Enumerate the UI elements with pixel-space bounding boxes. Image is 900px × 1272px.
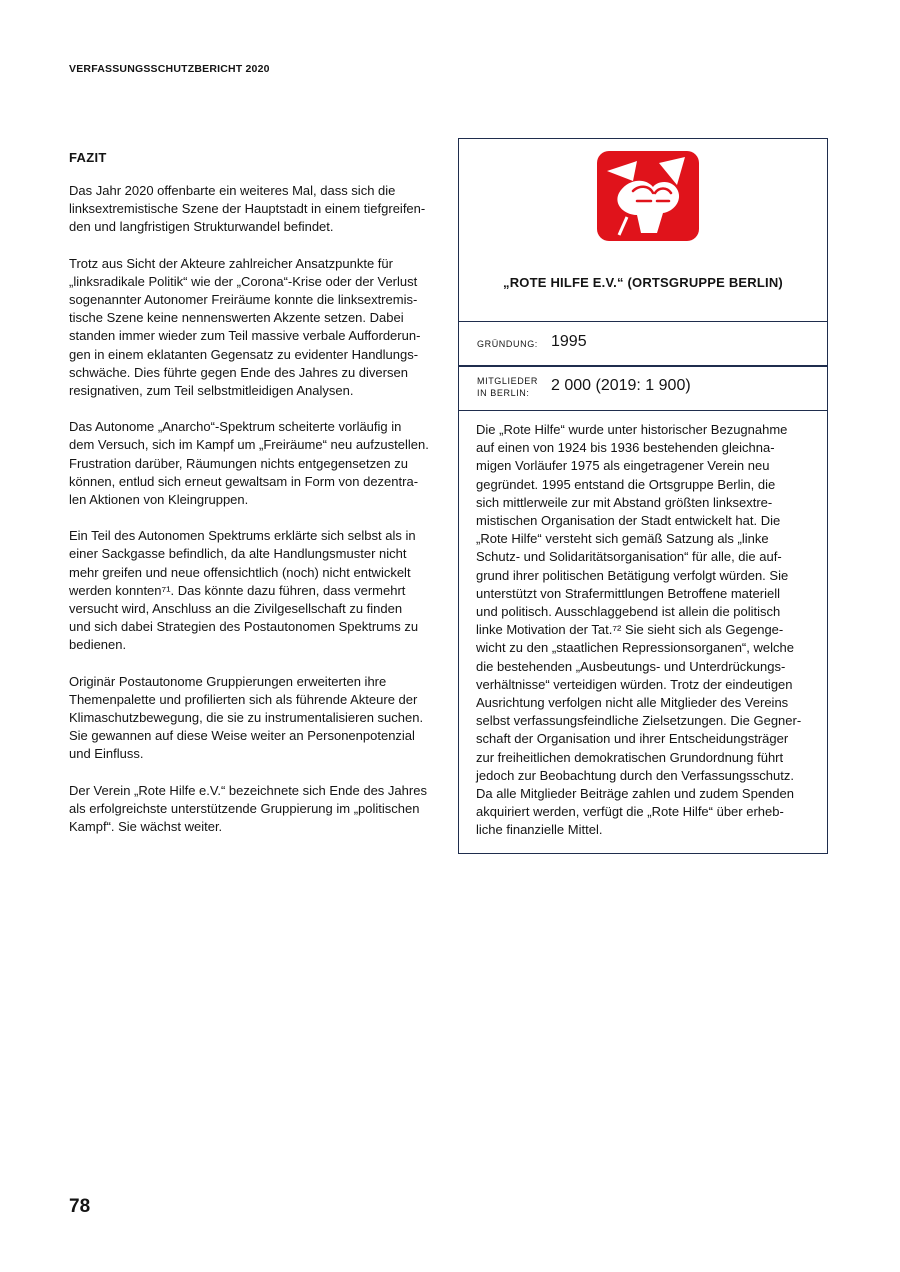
page-number: 78 [69,1196,91,1217]
organization-description: Die „Rote Hilfe“ wurde unter historischer Bezugnahme auf einen von 1924 bis 1936 bestehenden gleichna- migen Vorläufer 1975 als eingetragener Verein neu gegründet. 1995 entstand die Ortsgruppe Berlin, die sich mittlerweile zur mit Abstand größten linksextre- mistischen Organisation der Stadt entwickelt hat. Die „Rote Hilfe“ versteht sich gemäß Satzung als „linke Schutz- und Solidaritätsorganisation“ für alle, die auf- grund ihrer politischen Betätigung verfolgt würden. Sie unterstützt von Strafermittlungen Betroffene materiell und politisch. Ausschlaggebend ist allein die politisch linke Motivation der Tat.⁷² Sie sieht sich als Gegenge- wicht zu den „staatlichen Repressionsorganen“, welche die bestehenden „Ausbeutungs- und Unterdrückungs- verhältnisse“ verteidigen würden. Trotz der eindeutigen Ausrichtung verfolgen nicht alle Mitglieder des Vereins selbst verfassungsfeindliche Zielsetzungen. Die Gegner- schaft der Organisation und ihrer Entscheidungsträger zur freiheitlichen demokratischen Grundordnung führt jedoch zur Beobachtung durch den Verfassungsschutz. Da alle Mitglieder Beiträge zahlen und zudem Spenden akquiriert werden, verfügt die „Rote Hilfe“ über erheb- liche finanzielle Mittel. [476,422,802,838]
members-value: 2 000 (2019: 1 900) [551,377,691,394]
paragraph-6: Der Verein „Rote Hilfe e.V.“ bezeichnete sich Ende des Jahres als erfolgreichste unterstützende Gruppierung im „politischen Kampf“. Sie wächst weiter. [69,782,427,835]
running-header: VERFASSUNGSSCHUTZBERICHT 2020 [69,63,270,75]
founding-value: 1995 [551,333,587,350]
rote-hilfe-logo-icon [597,151,699,241]
divider [459,321,827,322]
organization-info-box [458,138,828,854]
paragraph-5: Originär Postautonome Gruppierungen erweiterten ihre Themenpalette und profilierten sich als führende Akteure der Klimaschutzbewegung, die sie zu instrumentalisieren suchen. Sie gewannen auf diese Weise weiter an Personenpotenzial und Einfluss. [69,673,424,762]
organization-title: „ROTE HILFE E.V.“ (ORTSGRUPPE BERLIN) [503,275,783,290]
paragraph-4: Ein Teil des Autonomen Spektrums erklärte sich selbst als in einer Sackgasse befindlich, da alte Handlungsmuster nicht mehr greifen und neue offensichtlich (noch) nicht entwickelt werden konnten⁷¹. Das könnte dazu führen, dass vermehrt versucht wird, Anschluss an die Zivilgesellschaft zu finden und sich dabei Strategien des Postautonomen Spektrums zu bedienen. [69,528,419,653]
fazit-section [69,150,441,854]
founding-label: GRÜNDUNG: [477,339,538,349]
paragraph-3: Das Autonome „Anarcho“-Spektrum scheiterte vorläufig in dem Versuch, sich im Kampf um „Freiräume“ neu aufzustellen. Frustration darüber, Räumungen nichts entgegensetzen zu können, entlud sich erneut gewaltsam in Form von dezentra- len Aktionen von Kleingruppen. [69,419,429,508]
paragraph-1: Das Jahr 2020 offenbarte ein weiteres Mal, dass sich die linksextremistische Szene der Hauptstadt in einem tiefgreifen- den und langfristigen Strukturwandel befindet. [69,183,426,235]
paragraph-2: Trotz aus Sicht der Akteure zahlreicher Ansatzpunkte für „linksradikale Politik“ wie der „Corona“-Krise oder der Verlust sogenannter Autonomer Freiräume konnte die linksextremis- tische Szene keine nennenswerten Akzente setzen. Dabei standen immer wieder zum Teil massive verbale Aufforderun- gen in einem eklatanten Gegensatz zu evidenter Handlungs- schwäche. Dies führte gegen Ende des Jahres zu diversen resignativen, zum Teil selbstmitleidigen Analysen. [69,255,421,399]
members-label: MITGLIEDER IN BERLIN: [477,376,539,398]
section-heading: FAZIT [69,150,107,165]
divider [459,365,827,367]
divider [459,410,827,411]
